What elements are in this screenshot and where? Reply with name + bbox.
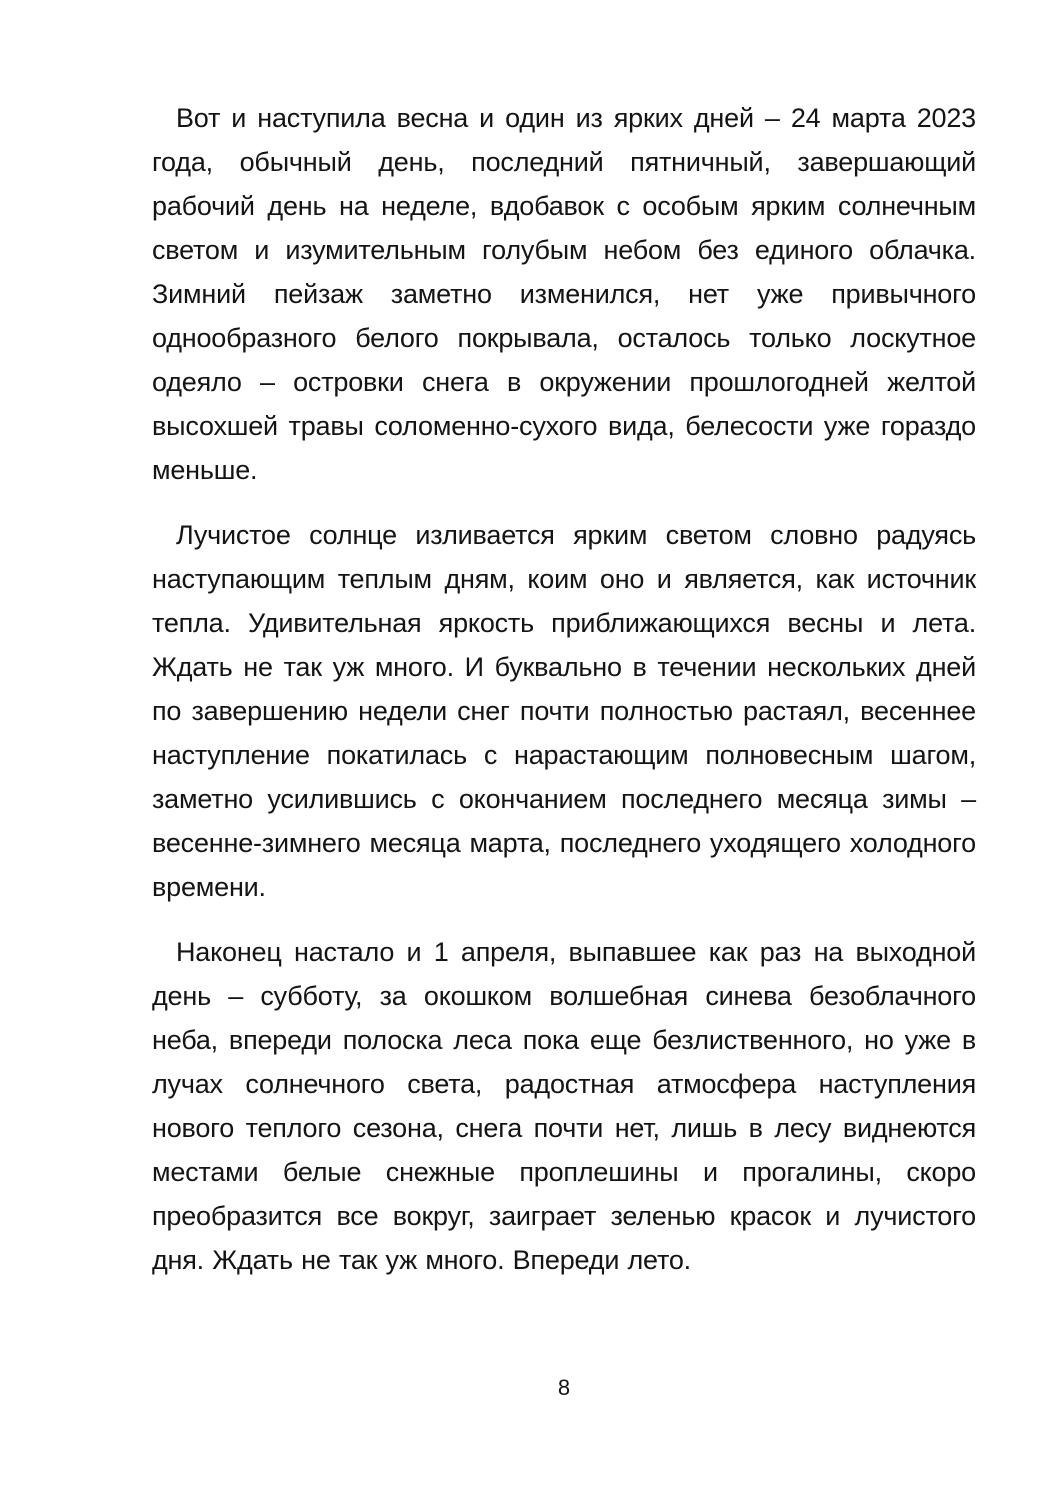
body-paragraph: Наконец настало и 1 апреля, выпавшее как раз на выходной день – субботу, за окошком волшебная синева безоблачного неба, впереди полоска леса пока еще безлиственного, но уже в лучах солнечного света, радостная атмосфера наступления нового теплого сезона, снега почти нет, лишь в лесу виднеются местами белые снежные проплешины и прогалины, скоро преобразится все вокруг, заиграет зеленью красок и лучистого дня. Ждать не так уж много. Впереди лето. [152,937,976,1275]
body-paragraph: Вот и наступила весна и один из ярких дней – 24 марта 2023 года, обычный день, последний пятничный, завершающий рабочий день на неделе, вдобавок с особым ярким солнечным светом и изумительным голубым небом без единого облачка. Зимний пейзаж заметно изменился, нет уже привычного однообразного белого покрывала, осталось только лоскутное одеяло – островки снега в окружении прошлогодней желтой высохшей травы соломенно-сухого вида, белесости уже гораздо меньше. [152,103,976,485]
page-number: 8 [557,1375,571,1400]
text-block [152,96,976,1303]
body-paragraph: Лучистое солнце изливается ярким светом словно радуясь наступающим теплым дням, коим оно и является, как источник тепла. Удивительная яркость приближающихся весны и лета. Ждать не так уж много. И буквально в течении нескольких дней по завершению недели снег почти полностью растаял, весеннее наступление покатилась с нарастающим полновесным шагом, заметно усилившись с окончанием последнего месяца зимы – весенне-зимнего месяца марта, последнего уходящего холодного времени. [152,520,976,902]
